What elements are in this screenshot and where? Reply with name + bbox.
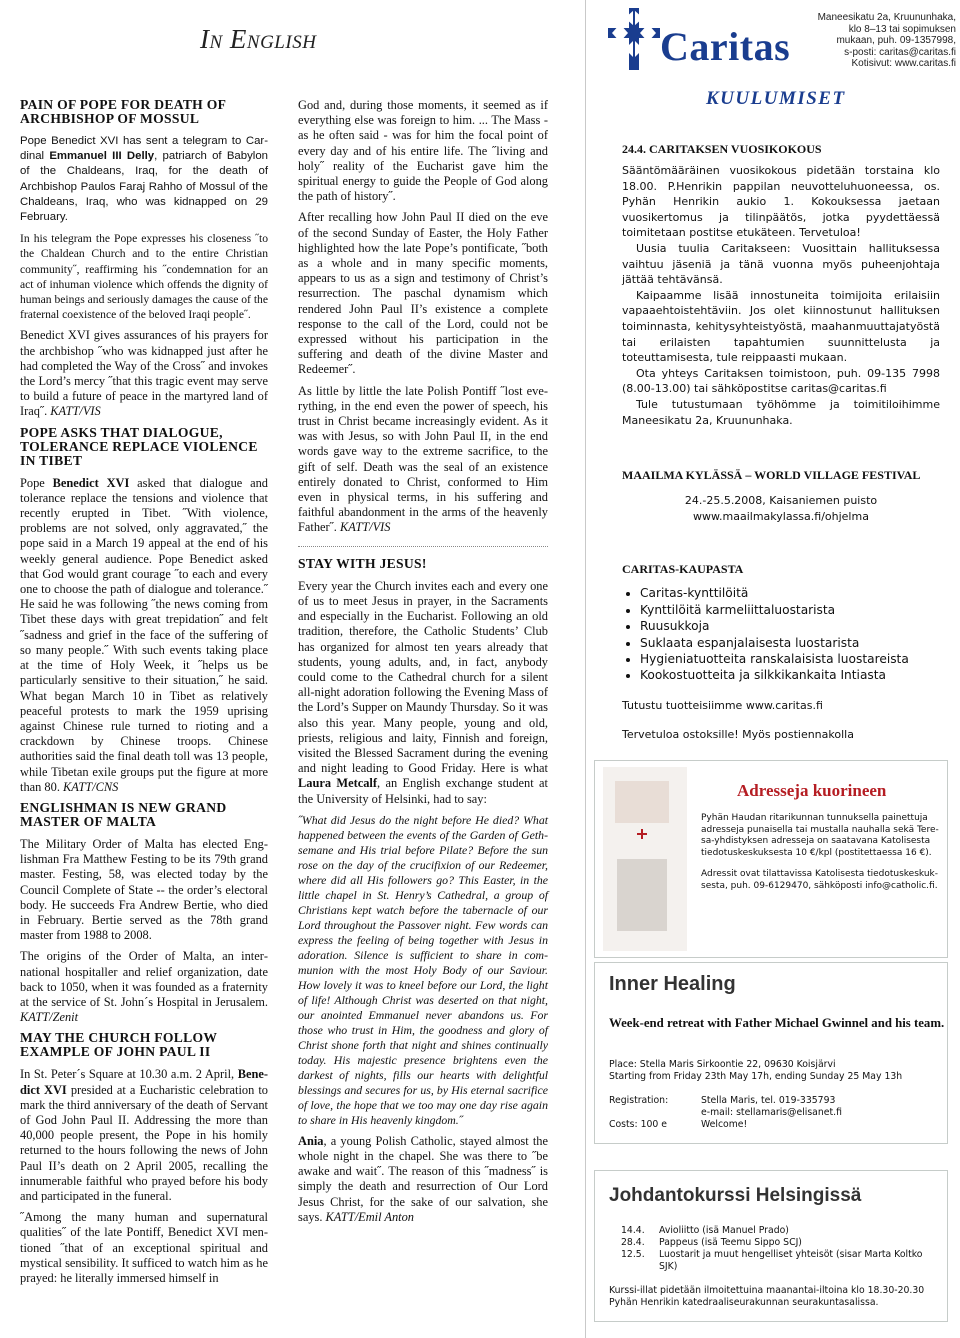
- course-topic: Avioliitto (isä Manuel Prado): [659, 1225, 789, 1236]
- ad-text: [701, 813, 941, 893]
- course-date: 14.4.: [621, 1225, 645, 1236]
- article-paragraph: ˝Among the many human and supernatural qualities˝ of the late Pontiff, Benedict XVI mentioned ˝that of an exceptional spiritual and mystical sensibility. It sufficed to watch him as he prayed: he literally immersed himself in: [20, 1210, 268, 1285]
- list-item: • Hygieniatuotteita ranskalaisista luostareista: [640, 651, 940, 667]
- article-paragraph: After recalling how John Paul II died on the eve of the second Sunday of Easter, the Holy Father highlighted how the late Pope’s pontificate, ˝both as a whole and in many specific moments, appears to us as a sign and testimony of Christ’s resurrection. The paschal dynamism which rendered John Paul II’s existence a complete response to the call of the Lord, could not be expressed without his participation in the suffering and death of the divine Master and Redeemer˝.: [298, 210, 548, 377]
- article-paragraph: Pope Benedict XVI has sent a telegram to Cardinal Emmanuel III Delly, patriarch of Babylon of the Chaldeans, Iraq, for the death of Archbishop Paulos Faraj Rahho of Mossul of the Chaldeans, Iraq, who was kidnapped on 29 February.: [20, 135, 268, 224]
- caritas-wordmark: Caritas: [660, 24, 791, 69]
- reg-phone: Stella Maris, tel. 019-335793: [701, 1095, 836, 1107]
- cost-value: Welcome!: [701, 1119, 748, 1131]
- ad-title: Adresseja kuorineen: [737, 781, 887, 800]
- article-paragraph: In St. Peter´s Square at 10.30 a.m. 2 April, Benedict XVI presided at a Eucharistic celebration to mark the third anniversary of the death of Servant of God John Paul II. Addressing the more than 40,000 people present, the Pope in his homily returned to the hours following the news of John Paul II’s death on 2 April 2005, recalling the innumerable faithful who prayed before his body and participated in the funeral.: [20, 1067, 268, 1203]
- news-paragraph: Kaipaamme lisää innostuneita toimijoita erilaisiin vapaaehtoistehtäviin. Jos olet kiinnostunut hallituksen toiminnasta, kehitysyhteistyöstä, maahanmuuttajatyöstä tai erilaisten tapahtumien suunnittelusta ja toteuttamisesta, tule reippaasti mukaan.: [622, 288, 940, 365]
- shop-note: Tervetuloa ostoksille! Myös postiennakolla: [622, 728, 854, 742]
- table-row: [621, 1249, 937, 1275]
- english-column-2: [298, 98, 548, 1231]
- article-paragraph: Pope Benedict XVI asked that dialogue and tolerance replace the tensions and violence that recently erupted in Tibet. ˝With violence, problems are not solved, only aggravated,˝ the pope said in a March 19 appeal at the end of his weekly general audience. Pope Benedict asked that God would grant courage ˝to each and every one to choose the path of dialogue and tolerance.˝ He said he was following ˝the news coming from Tibet these days with great trepidation˝ and felt ˝sadness and grief in the face of the suffering of so many people.˝ With such events taking place at the time of Holy Week, it ˝helps us be particularly sensitive to their situation,˝ he said. What began March 10 in Tibet as relatively peaceful protests to mark the 1959 uprising against Chinese rule turned to rioting and a crackdown by Chinese troops. Chinese authorities said the final death toll was 13 people, while Tibetan exile groups put the figure at more than 80. KATT/CNS: [20, 475, 268, 794]
- finnish-news-column: [622, 142, 940, 743]
- card-image-bottom: [617, 859, 667, 931]
- cross-icon: [637, 829, 647, 839]
- intro-course-ad: [594, 1170, 948, 1322]
- column-divider: [585, 0, 586, 1338]
- course-date: 12.5.: [621, 1249, 645, 1260]
- news-title: 24.4. CARITAKSEN VUOSIKOKOUS: [622, 142, 822, 156]
- festival-link[interactable]: www.maailmakylassa.fi/ohjelma: [693, 509, 869, 523]
- news-paragraph: Uusia tuulia Caritakseen: Vuosittain hallituksessa vaihtuu jäseniä ja tänä vuonna myös puheenjohtaja jättää tehtävänsä.: [622, 241, 940, 287]
- table-row: [621, 1237, 937, 1249]
- list-item: • Ruusukkoja: [640, 618, 940, 634]
- course-table: [621, 1225, 937, 1275]
- healing-place: Place: Stella Maris Sirkoontie 22, 09630 Koisjärvi: [609, 1059, 836, 1070]
- article-paragraph: The Military Order of Malta has elected Englishman Fra Matthew Festing to be its 79th grand master. Festing, 58, was elected today by the Council Complete of State -- the order’s electoral body. He succeeds Fra Andrew Bertie, who died in February. Bertie served as the 78th grand master from 1988 to 2008.: [20, 836, 268, 943]
- article-title: STAY WITH JESUS!: [298, 555, 427, 571]
- ad-paragraph: Adressit ovat tilattavissa Katolisesta tiedotuskeskuksesta, puh. 09-6129470, sähköposti info@catholic.fi.: [701, 869, 938, 891]
- news-title: CARITAS-KAUPASTA: [622, 562, 744, 577]
- list-item: • Kynttilöitä karmeliittaluostarista: [640, 602, 940, 618]
- article-paragraph: In his telegram the Pope expresses his closeness ˝to the Chaldean Church and to the entire Christian community˝, reaffirming his ˝condemnation for an act of inhuman violence which offends the dignity of human beings and seriously damages the cause of the fraternal coexistence of the beloved Iraqi people˝.: [20, 232, 268, 322]
- kuulumiset-heading: KUULUMISET: [706, 88, 846, 109]
- ad-details: [609, 1059, 943, 1139]
- article-title: MAY THE CHURCH FOLLOW EXAMPLE OF JOHN PAUL II: [20, 1030, 218, 1060]
- ad-paragraph: Pyhän Haudan ritarikunnan tunnuksella painettuja adresseja punaisella tai mustalla nauhalla sekä Teresa-yhdistyksen adresseja on saatavana Katolisesta tiedotuskeskuksesta 10 €/kpl (postitettaessa 16 €).: [701, 813, 939, 858]
- course-date: 28.4.: [621, 1237, 645, 1248]
- news-title: MAAILMA KYLÄSSÄ – WORLD VILLAGE FESTIVAL: [622, 468, 921, 483]
- address-line: Maneesikatu 2a, Kruununhaka,: [817, 12, 956, 23]
- ad-title: Inner Healing: [609, 973, 736, 995]
- list-item: • Kookostuotteita ja silkkikankaita Intiasta: [640, 667, 940, 683]
- article-paragraph: Ania, a young Polish Catholic, stayed almost the whole night in the chapel. She was there to ˝be awake and wait˝. The reason of this ˝madness˝ is simply the death and resurrection of Our Lord Jesus Christ, for the sake of our salvation, she says. KATT/Emil Anton: [298, 1133, 548, 1224]
- caritas-address: [806, 12, 956, 70]
- quote-paragraph: ˝What did Jesus do the night before He died? What happened between the events of the Garden of Gethsemane and His trial before Pilate? Before the sun rose on the day of the crucifixion of our Redeemer, where did all His followers go? This Easter, in the little chapel in St. Henry’s Cathedral, a group of Christians kept watch before the tabernacle of our Lord throughout the Passover night. Few words can express the feeling of being together with Jesus in adoration. Silence is sufficient to share in communion with the most Holy Body of our Saviour. How lovely it was to kneel before our Lord, the light of life! Although Christ was deserted on that night, our anointed Emmanuel never abandons us. For those who trust in Him, the goodness and glory of Christ shone forth that night and shines continually today. His majestic presence brightens even the darkest of nights, fills our hearts with delightful blessings and secures for us, by His eternal sacrifice of love, the hope that we too may one day rise again to share in His heavenly kingdom.˝: [298, 812, 548, 1127]
- article-paragraph: God and, during those moments, it seemed as if everything else was foreign to him. ... The Mass - as he often said - was for him the focal point of every day and of his entire life. The ˝living and holy˝ reality of the Eucharist gave him the spiritual energy to guide the People of God along the path of history˝.: [298, 98, 548, 204]
- list-item: • Suklaata espanjalaisesta luostarista: [640, 635, 940, 651]
- course-footer: [609, 1285, 939, 1309]
- article-title: ENGLISHMAN IS NEW GRAND MASTER OF MALTA: [20, 799, 227, 829]
- news-paragraph: Ota yhteys Caritaksen toimistoon, puh. 09-135 7998 (8.00-13.00) tai sähköpostitse caritas@caritas.fi: [622, 366, 940, 396]
- cost-label: Costs: 100 e: [609, 1119, 668, 1131]
- caritas-logo: [606, 6, 810, 74]
- course-footer-text: Kurssi-illat pidetään ilmoitettuina maanantai-iltoina klo 18.30-20.30 Pyhän Henrikin katedraaliseurakunnan seurakuntasalissa.: [609, 1285, 925, 1309]
- shop-link[interactable]: Tutustu tuotteisiimme www.caritas.fi: [622, 698, 823, 712]
- news-paragraph: Tule tutustumaan työhömme ja toimitiloihimme Maneesikatu 2a, Kruununhaka.: [622, 397, 940, 427]
- reg-email[interactable]: e-mail: stellamaris@elisanet.fi: [701, 1107, 842, 1119]
- course-topic: Luostarit ja muut hengelliset yhteisöt (sisar Marta Koltko SJK): [659, 1249, 923, 1273]
- address-line: mukaan, puh. 09-1357998,: [836, 35, 956, 47]
- section-title: In English: [200, 24, 317, 54]
- list-item: • Caritas-kynttilöitä: [640, 585, 940, 601]
- table-row: [621, 1225, 937, 1237]
- article-paragraph: As little by little the late Polish Pontiff ˝lost everything, in the end even the power of speech, his trust in Christ became increasingly evident. As it was with Jesus, so with John Paul II, in the end words gave way to the extreme sacrifice, to the gift of self. Death was the seal of an existence entirely donated to Christ, conformed to Him even in physical terms, in his suffering and faithful abandonment in the arms of the heavenly Father˝. KATT/VIS: [298, 383, 548, 535]
- article-paragraph: The origins of the Order of Malta, an international hospitaller and relief organization, date back to 1050, when it was founded as a fraternity at the service of St. John´s Hospital in Jerusalem. KATT/Zenit: [20, 949, 268, 1025]
- card-image-top: [615, 781, 669, 823]
- shop-list: [622, 585, 940, 683]
- article-title: PAIN OF POPE FOR DEATH OF ARCHBISHOP OF MOSSUL: [20, 97, 226, 126]
- ad-image: [603, 767, 687, 951]
- english-column-1: [20, 92, 268, 1292]
- ad-subtitle: Week-end retreat with Father Michael Gwinnel and his team.: [609, 1016, 945, 1030]
- ad-title: Johdantokurssi Helsingissä: [609, 1185, 862, 1206]
- inner-healing-ad: [594, 962, 948, 1144]
- dotted-separator: [298, 546, 548, 547]
- festival-date: 24.-25.5.2008, Kaisaniemen puisto: [684, 494, 878, 508]
- address-line: klo 8–13 tai sopimuksen: [848, 23, 956, 35]
- healing-time: Starting from Friday 23th May 17h, ending Sunday 25 May 13h: [609, 1071, 903, 1083]
- article-paragraph: Every year the Church invites each and every one of us to meet Jesus in prayer, in the Sacraments and especially in the Eucharist. Following an old tradition, therefore, the Catholic Students’ Club has organized for almost ten years already that students, young adults, and, in fact, anybody could come to the Cathedral church for a silent all-night adoration following the Evening Mass of the Lord’s Supper on Maundy Thursday. So it was also this year. Many people, young and old, priests, religious and laity, Finnish and foreign, visited the Blessed Sacrament during the evening and night leading to Good Friday. Here is what Laura Metcalf, an English exchange student at the University of Helsinki, had to say:: [298, 578, 548, 806]
- article-title: POPE ASKS THAT DIALOGUE, TOLERANCE REPLACE VIOLENCE IN TIBET: [20, 424, 258, 468]
- reg-label: Registration:: [609, 1095, 669, 1107]
- address-line: Kotisivut: www.caritas.fi: [851, 58, 956, 70]
- caritas-cross-icon: [608, 8, 660, 70]
- course-topic: Pappeus (isä Teemu Sippo SCJ): [659, 1237, 802, 1248]
- news-paragraph: Sääntömääräinen vuosikokous pidetään torstaina klo 18.00. P.Henrikin pappilan neuvotteluhuoneessa, os. Pyhän Henrikin aukio 1. Kokouksessa jaetaan vuosikertomus ja tilinpäätös, jotka pyydettäessä toimitetaan postitse etukäteen. Tervetuloa!: [622, 164, 940, 240]
- article-paragraph: Benedict XVI gives assurances of his prayers for the archbishop ˝who was kidnapped just after he had completed the Way of the Cross˝ and invokes the Lord’s mercy ˝that this tragic event may serve to build a future of peace in the martyred land of Iraq˝. KATT/VIS: [20, 328, 268, 419]
- addresses-ad: [594, 760, 948, 958]
- address-line: s-posti: caritas@caritas.fi: [844, 46, 956, 58]
